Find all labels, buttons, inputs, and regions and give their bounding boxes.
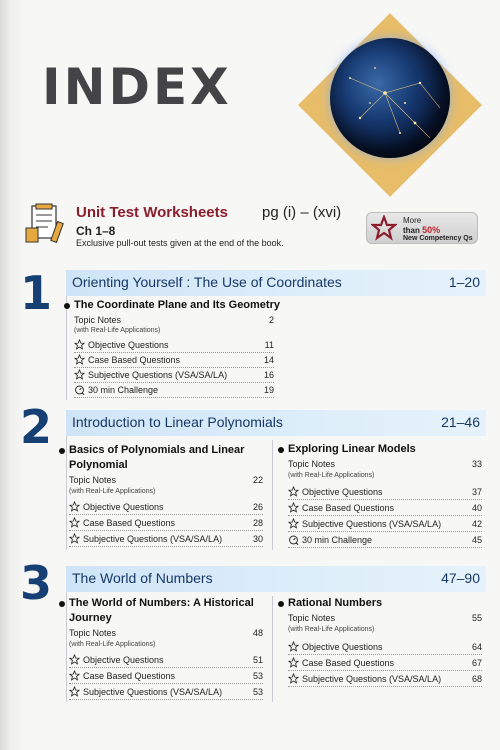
badge-line2 [403, 225, 440, 235]
row-page: 55 [471, 613, 482, 623]
unit-header [66, 566, 486, 592]
row-page: 68 [471, 674, 482, 684]
row-page: 2 [268, 315, 274, 325]
row-page: 42 [471, 519, 482, 529]
row-label: Subjective Questions (VSA/SA/LA) [83, 534, 223, 544]
row-page: 37 [471, 487, 482, 497]
toc-row [69, 516, 263, 531]
row-sublabel: (with Real-Life Applications) [69, 488, 156, 495]
star-outline-icon [69, 501, 80, 512]
chapter-title [69, 443, 269, 473]
star-outline-icon [288, 657, 299, 668]
star-outline-icon [288, 673, 299, 684]
row-sublabel: (with Real-Life Applications) [69, 641, 156, 648]
unit-test-description: Exclusive pull-out tests given at the end of the book. [76, 238, 284, 248]
row-label: Case Based Questions [302, 503, 395, 513]
row-label: Objective Questions [302, 642, 383, 652]
badge-line3: New Competency Qs [403, 235, 473, 242]
star-outline-icon [69, 686, 80, 697]
unit-number: 1 [20, 266, 53, 320]
stopwatch-icon [74, 384, 85, 395]
page-title: INDEX [42, 58, 232, 116]
row-page: 51 [252, 655, 263, 665]
stopwatch-icon [288, 534, 299, 545]
unit-number: 3 [20, 556, 53, 610]
unit-divider [66, 592, 67, 702]
row-page: 26 [252, 502, 263, 512]
unit-test-title: Unit Test Worksheets [76, 204, 228, 221]
star-outline-icon [288, 486, 299, 497]
row-page: 11 [264, 340, 274, 350]
toc-row [288, 611, 482, 626]
unit-title: Introduction to Linear Polynomials [72, 414, 283, 430]
toc-row [69, 500, 263, 515]
row-page: 64 [471, 642, 482, 652]
row-page: 30 [252, 534, 263, 544]
unit-pages: 21–46 [441, 414, 480, 430]
star-outline-icon [69, 654, 80, 665]
toc-row [288, 457, 482, 472]
toc-row [288, 672, 482, 687]
bullet-icon [278, 601, 284, 607]
row-sublabel: (with Real-Life Applications) [74, 327, 161, 334]
unit-divider [66, 296, 67, 400]
row-label: 30 min Challenge [302, 535, 373, 545]
globe-image [330, 38, 450, 158]
chapter-title-text: The Coordinate Plane and Its Geometry [74, 299, 280, 311]
toc-row [288, 517, 482, 532]
toc-row [69, 473, 263, 488]
row-label: Objective Questions [83, 502, 164, 512]
toc-row [74, 313, 274, 328]
row-label: Subjective Questions (VSA/SA/LA) [302, 674, 442, 684]
unit-test-pages: pg (i) – (xvi) [262, 204, 342, 221]
row-page: 28 [252, 518, 263, 528]
star-outline-icon [288, 641, 299, 652]
toc-row [69, 532, 263, 547]
row-page: 22 [252, 475, 263, 485]
row-label: Topic Notes [288, 613, 336, 623]
star-outline-icon [74, 354, 85, 365]
star-outline-icon [69, 533, 80, 544]
unit-header [66, 410, 486, 436]
row-label: Subjective Questions (VSA/SA/LA) [88, 370, 228, 380]
bullet-icon [64, 303, 70, 309]
toc-row [288, 656, 482, 671]
chapter-title [288, 596, 478, 611]
unit-pages: 47–90 [441, 570, 480, 586]
row-page: 19 [263, 385, 274, 395]
chapter-title-text: Rational Numbers [288, 597, 383, 609]
row-label: Topic Notes [74, 315, 122, 325]
row-label: Case Based Questions [302, 658, 395, 668]
badge-highlight: 50% [422, 225, 441, 235]
toc-row [74, 338, 274, 353]
unit-test-chapters: Ch 1–8 [76, 224, 116, 238]
unit-title: Orienting Yourself : The Use of Coordinates [72, 274, 342, 290]
row-page: 48 [252, 628, 263, 638]
chapter-title-line2: Polynomial [69, 459, 128, 471]
row-page: 14 [263, 355, 274, 365]
competency-badge [366, 212, 478, 244]
unit-number: 2 [20, 400, 53, 454]
toc-row [69, 626, 263, 641]
row-label: Subjective Questions (VSA/SA/LA) [83, 687, 223, 697]
chapter-title [288, 442, 478, 457]
chapter-title [69, 596, 269, 626]
row-sublabel: (with Real-Life Applications) [288, 626, 375, 633]
row-label: Topic Notes [288, 459, 336, 469]
toc-row [288, 485, 482, 500]
toc-row [288, 640, 482, 655]
row-page: 40 [471, 503, 482, 513]
row-label: Case Based Questions [83, 671, 176, 681]
unit-pages: 1–20 [448, 274, 480, 290]
toc-row [288, 533, 482, 548]
star-icon [371, 215, 397, 241]
toc-row [74, 368, 274, 383]
toc-row [288, 501, 482, 516]
star-outline-icon [74, 339, 85, 350]
bullet-icon [278, 447, 284, 453]
chapter-title-line1: Basics of Polynomials and Linear [69, 444, 245, 456]
row-page: 45 [471, 535, 482, 545]
toc-row [74, 353, 274, 368]
unit-title: The World of Numbers [72, 570, 213, 586]
row-sublabel: (with Real-Life Applications) [288, 472, 375, 479]
row-label: Objective Questions [88, 340, 169, 350]
toc-row [74, 383, 274, 398]
row-label: Case Based Questions [83, 518, 176, 528]
row-page: 33 [471, 459, 482, 469]
row-label: Objective Questions [83, 655, 164, 665]
worksheet-icon [24, 202, 68, 246]
row-page: 53 [252, 671, 263, 681]
bullet-icon [59, 448, 65, 454]
column-divider [272, 440, 273, 550]
row-page: 67 [471, 658, 482, 668]
badge-line1: More [403, 216, 422, 225]
bullet-icon [59, 601, 65, 607]
row-page: 16 [263, 370, 274, 380]
star-outline-icon [69, 517, 80, 528]
row-label: Topic Notes [69, 475, 117, 485]
row-label: Objective Questions [302, 487, 383, 497]
star-outline-icon [288, 502, 299, 513]
row-label: Subjective Questions (VSA/SA/LA) [302, 519, 442, 529]
toc-row [69, 685, 263, 700]
chapter-title-text: Exploring Linear Models [288, 443, 416, 455]
unit-header [66, 270, 486, 296]
toc-row [69, 669, 263, 684]
row-label: Case Based Questions [88, 355, 181, 365]
toc-row [69, 653, 263, 668]
chapter-title-line2: Journey [69, 612, 112, 624]
row-label: 30 min Challenge [88, 385, 159, 395]
badge-prefix: than [403, 226, 423, 235]
unit-divider [66, 436, 67, 550]
column-divider [272, 596, 273, 702]
chapter-title-line1: The World of Numbers: A Historical [69, 597, 254, 609]
row-page: 53 [252, 687, 263, 697]
row-label: Topic Notes [69, 628, 117, 638]
star-outline-icon [74, 369, 85, 380]
star-outline-icon [288, 518, 299, 529]
chapter-title [74, 298, 294, 313]
star-outline-icon [69, 670, 80, 681]
